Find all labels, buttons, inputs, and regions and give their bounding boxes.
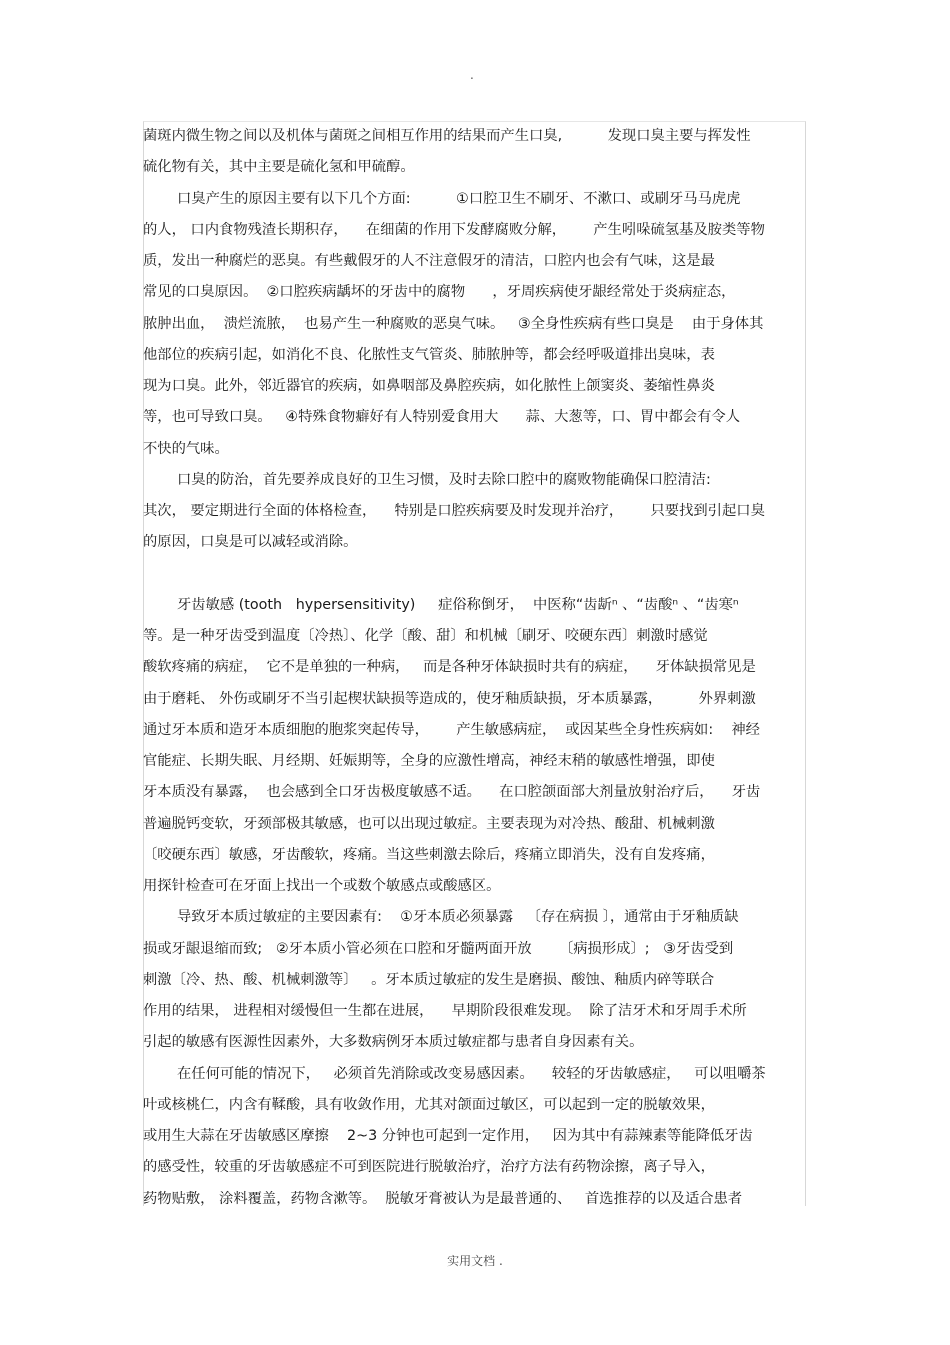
- text-line: 药物贴敷， 涂料覆盖，药物含漱等。 脱敏牙膏被认为是最普通的、 首选推荐的以及适合患者: [143, 1190, 743, 1207]
- text-line: 导致牙本质过敏症的主要因素有: ①牙本质必须暴露 〔存在病损 〕，通常由于牙釉质缺: [177, 909, 739, 926]
- text-line: 硫化物有关，其中主要是硫化氢和甲硫醇。: [143, 159, 415, 176]
- text-line: 官能症、长期失眠、月经期、妊娠期等，全身的应激性增高，神经末稍的敏感性增强，即使: [143, 753, 715, 769]
- text-line: 等，也可导致口臭。 ④特殊食物癖好有人特别爱食用大 蒜、大葱等，口、胃中都会有令人: [143, 409, 740, 426]
- header-mark: .: [470, 68, 474, 82]
- text-line: 他部位的疾病引起，如消化不良、化脓性支气管炎、肺脓肿等，都会经呼吸道排出臭味，表: [143, 346, 715, 363]
- text-line: 的原因，口臭是可以减轻或消除。: [143, 534, 358, 551]
- text-line: 牙齿敏感 (tooth hypersensitivity) 症俗称倒牙， 中医称“齿龂ⁿ 、“齿酸ⁿ 、“齿寒ⁿ: [177, 596, 739, 613]
- text-line: 用探针检查可在牙面上找出一个或数个敏感点或酸感区。: [143, 878, 501, 894]
- text-line: 的人， 口内食物残渣长期积存， 在细菌的作用下发酵腐败分解， 产生吲哚硫氢基及胺类等物: [143, 221, 765, 238]
- text-line: 菌斑内微生物之间以及机体与菌斑之间相互作用的结果而产生口臭, 发现口臭主要与挥发性: [143, 128, 751, 144]
- text-line: 酸软疼痛的病症， 它不是单独的一种病， 而是各种牙体缺损时共有的病症， 牙体缺损常见是: [143, 659, 756, 676]
- text-line: 常见的口臭原因。 ②口腔疾病龋坏的牙齿中的腐物 ，牙周疾病使牙龈经常处于炎病症态，: [143, 284, 736, 301]
- text-line: 由于磨耗、 外伤或刷牙不当引起楔状缺损等造成的，使牙釉质缺损，牙本质暴露， 外界刺激: [143, 690, 756, 707]
- text-line: 或用生大蒜在牙齿敏感区摩擦 2~3 分钟也可起到一定作用， 因为其中有蒜辣素等能降低牙齿: [143, 1128, 753, 1144]
- page-footer: 实用文档 .: [447, 1254, 503, 1268]
- text-line: 通过牙本质和造牙本质细胞的胞浆突起传导， 产生敏感病症， 或因某些全身性疾病如: 神经: [143, 721, 760, 738]
- document-body: [143, 121, 806, 1215]
- text-line: 损或牙龈退缩而致; ②牙本质小管必须在口腔和牙髓两面开放 〔病损形成〕; ③牙齿受到: [143, 940, 734, 957]
- text-line: 普遍脱钙变软，牙颈部极其敏感，也可以出现过敏症。主要表现为对冷热、酸甜、机械刺激: [143, 815, 715, 832]
- text-line: 等。是一种牙齿受到温度〔冷热〕、化学〔酸、甜〕和机械〔刷牙、咬硬东西〕刺激时感觉: [143, 628, 708, 644]
- text-line: 叶或核桃仁，内含有鞣酸，具有收敛作用，尤其对颌面过敏区，可以起到一定的脱敏效果，: [143, 1096, 715, 1113]
- text-line: 口臭产生的原因主要有以下几个方面: ①口腔卫生不刷牙、不漱口、或刷牙马马虎虎: [177, 190, 741, 207]
- text-line: 的感受性，较重的牙齿敏感症不可到医院进行脱敏治疗，治疗方法有药物涂擦，离子导入，: [143, 1159, 715, 1176]
- text-line: 〔咬硬东西〕敏感，牙齿酸软，疼痛。当这些刺激去除后，疼痛立即消失，没有自发疼痛，: [143, 846, 715, 863]
- text-line: 在任何可能的情况下， 必须首先消除或改变易感因素。 较轻的牙齿敏感症， 可以咀嚼茶: [177, 1065, 766, 1082]
- text-line: 其次， 要定期进行全面的体格检查， 特别是口腔疾病要及时发现并治疗， 只要找到引起口臭: [143, 503, 765, 519]
- text-line: 现为口臭。此外，邻近器官的疾病，如鼻咽部及鼻腔疾病，如化脓性上颌窦炎、萎缩性鼻炎: [143, 378, 715, 394]
- text-line: 刺激〔冷、热、酸、机械刺激等〕 。牙本质过敏症的发生是磨损、酸蚀、釉质内碎等联合: [143, 971, 715, 988]
- text-line: 质，发出一种腐烂的恶臭。有些戴假牙的人不注意假牙的清洁，口腔内也会有气味，这是最: [143, 253, 715, 269]
- text-line: 作用的结果， 进程相对缓慢但一生都在进展， 早期阶段很难发现。 除了洁牙术和牙周手术所: [143, 1003, 747, 1019]
- text-line: 牙本质没有暴露， 也会感到全口牙齿极度敏感不适。 在口腔颌面部大剂量放射治疗后， 牙齿: [143, 784, 761, 801]
- text-line: 脓肿出血， 溃烂流脓， 也易产生一种腐败的恶臭气味。 ③全身性疾病有些口臭是 由于身体其: [143, 315, 764, 332]
- text-line: 口臭的防治，首先要养成良好的卫生习惯，及时去除口腔中的腐败物能确保口腔清洁:: [177, 471, 711, 488]
- text-line: 引起的敏感有医源性因素外，大多数病例牙本质过敏症都与患者自身因素有关。: [143, 1034, 644, 1051]
- text-line: [143, 559, 806, 590]
- text-line: 不快的气味。: [143, 440, 229, 457]
